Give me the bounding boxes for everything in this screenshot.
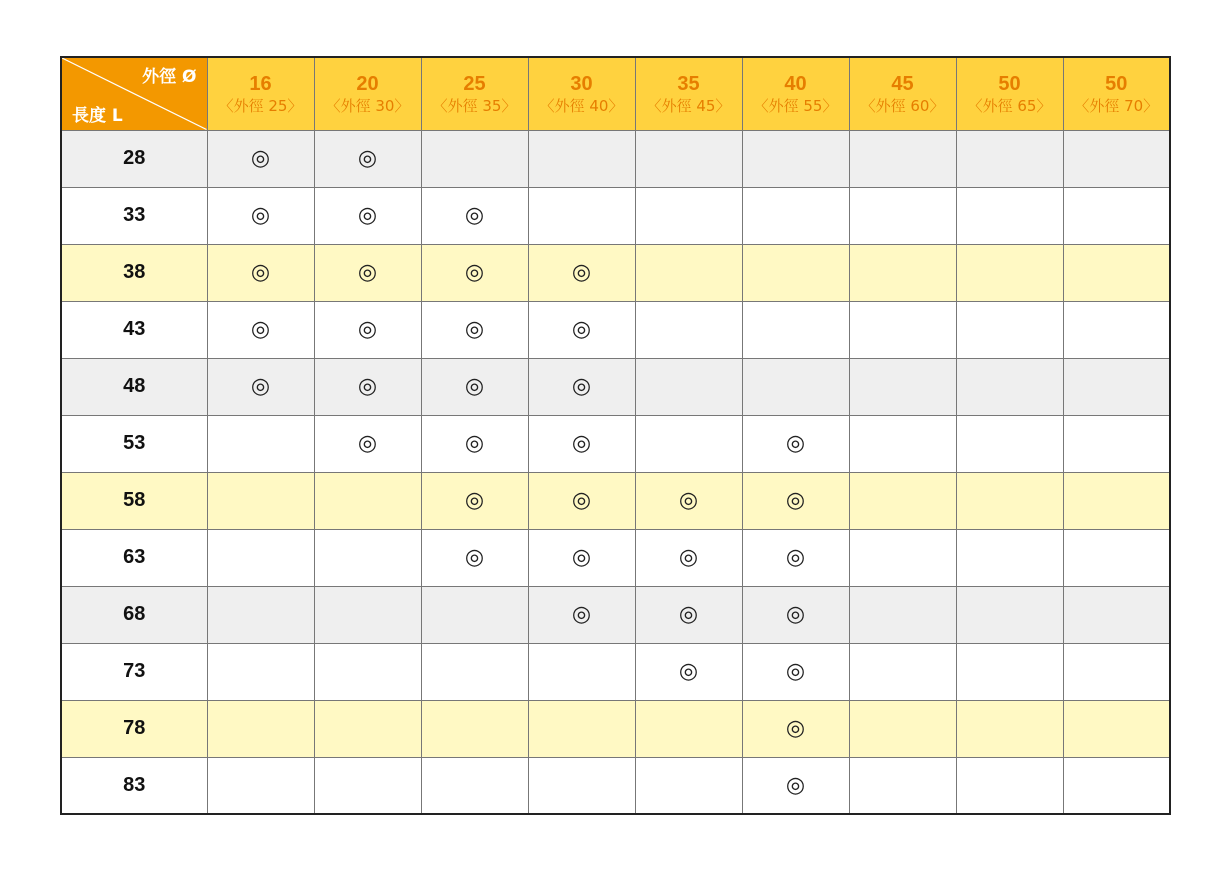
- empty-cell: [421, 700, 528, 757]
- empty-cell: [207, 757, 314, 814]
- availability-mark: ◎: [314, 415, 421, 472]
- empty-cell: [1063, 643, 1170, 700]
- size-availability-table: [60, 56, 1171, 815]
- empty-cell: [956, 187, 1063, 244]
- diameter-column-header: [421, 57, 528, 130]
- availability-mark: ◎: [314, 244, 421, 301]
- empty-cell: [849, 130, 956, 187]
- empty-cell: [314, 586, 421, 643]
- length-cell: 33: [61, 187, 207, 244]
- availability-mark: ◎: [207, 358, 314, 415]
- empty-cell: [849, 643, 956, 700]
- table-row: [61, 529, 1170, 586]
- availability-mark: ◎: [421, 529, 528, 586]
- empty-cell: [635, 187, 742, 244]
- availability-mark: ◎: [207, 187, 314, 244]
- availability-mark: ◎: [207, 244, 314, 301]
- availability-mark: ◎: [528, 529, 635, 586]
- length-cell: 68: [61, 586, 207, 643]
- size-table-container: [60, 56, 1171, 815]
- empty-cell: [1063, 700, 1170, 757]
- empty-cell: [742, 301, 849, 358]
- length-cell: 48: [61, 358, 207, 415]
- empty-cell: [421, 130, 528, 187]
- length-cell: 58: [61, 472, 207, 529]
- empty-cell: [849, 244, 956, 301]
- empty-cell: [635, 700, 742, 757]
- length-cell: 53: [61, 415, 207, 472]
- empty-cell: [635, 244, 742, 301]
- empty-cell: [742, 244, 849, 301]
- diameter-size-label: 35: [677, 72, 700, 95]
- empty-cell: [635, 415, 742, 472]
- empty-cell: [849, 472, 956, 529]
- empty-cell: [742, 130, 849, 187]
- empty-cell: [1063, 586, 1170, 643]
- table-row: [61, 757, 1170, 814]
- empty-cell: [635, 301, 742, 358]
- table-row: [61, 700, 1170, 757]
- length-cell: 38: [61, 244, 207, 301]
- availability-mark: ◎: [528, 358, 635, 415]
- empty-cell: [528, 187, 635, 244]
- table-row: [61, 358, 1170, 415]
- table-row: [61, 187, 1170, 244]
- availability-mark: ◎: [742, 700, 849, 757]
- availability-mark: ◎: [421, 301, 528, 358]
- diameter-size-label: 30: [570, 72, 593, 95]
- outer-diameter-label: 〈外徑 30〉: [325, 96, 410, 115]
- outer-diameter-label: 〈外徑 35〉: [432, 96, 517, 115]
- availability-mark: ◎: [742, 757, 849, 814]
- table-row: [61, 472, 1170, 529]
- availability-mark: ◎: [421, 358, 528, 415]
- table-row: [61, 301, 1170, 358]
- empty-cell: [1063, 358, 1170, 415]
- empty-cell: [956, 529, 1063, 586]
- diameter-size-label: 20: [356, 72, 379, 95]
- empty-cell: [742, 187, 849, 244]
- empty-cell: [956, 472, 1063, 529]
- empty-cell: [849, 700, 956, 757]
- outer-diameter-label: 〈外徑 70〉: [1074, 96, 1159, 115]
- availability-mark: ◎: [421, 415, 528, 472]
- availability-mark: ◎: [528, 301, 635, 358]
- length-cell: 43: [61, 301, 207, 358]
- empty-cell: [956, 301, 1063, 358]
- diameter-size-label: 45: [891, 72, 914, 95]
- empty-cell: [956, 700, 1063, 757]
- availability-mark: ◎: [635, 472, 742, 529]
- diameter-size-label: 40: [784, 72, 807, 95]
- diameter-column-header: [742, 57, 849, 130]
- outer-diameter-label: 〈外徑 65〉: [967, 96, 1052, 115]
- empty-cell: [528, 643, 635, 700]
- diameter-size-label: 50: [998, 72, 1021, 95]
- availability-mark: ◎: [528, 244, 635, 301]
- empty-cell: [1063, 472, 1170, 529]
- outer-diameter-label: 〈外徑 45〉: [646, 96, 731, 115]
- empty-cell: [314, 700, 421, 757]
- empty-cell: [1063, 244, 1170, 301]
- outer-diameter-label: 〈外徑 60〉: [860, 96, 945, 115]
- empty-cell: [635, 358, 742, 415]
- availability-mark: ◎: [742, 529, 849, 586]
- empty-cell: [956, 244, 1063, 301]
- availability-mark: ◎: [314, 130, 421, 187]
- table-body: [61, 130, 1170, 814]
- empty-cell: [528, 130, 635, 187]
- length-cell: 28: [61, 130, 207, 187]
- length-cell: 63: [61, 529, 207, 586]
- availability-mark: ◎: [528, 586, 635, 643]
- availability-mark: ◎: [742, 643, 849, 700]
- length-cell: 78: [61, 700, 207, 757]
- length-cell: 83: [61, 757, 207, 814]
- diameter-size-label: 50: [1105, 72, 1128, 95]
- availability-mark: ◎: [207, 130, 314, 187]
- diameter-column-header: [528, 57, 635, 130]
- availability-mark: ◎: [635, 586, 742, 643]
- empty-cell: [956, 757, 1063, 814]
- availability-mark: ◎: [421, 472, 528, 529]
- empty-cell: [635, 757, 742, 814]
- empty-cell: [849, 586, 956, 643]
- table-row: [61, 643, 1170, 700]
- empty-cell: [1063, 187, 1170, 244]
- length-cell: 73: [61, 643, 207, 700]
- empty-cell: [635, 130, 742, 187]
- empty-cell: [314, 529, 421, 586]
- length-axis-label: 長度 L: [72, 105, 123, 126]
- outer-diameter-axis-label: 外徑 Ø: [142, 67, 197, 87]
- empty-cell: [1063, 529, 1170, 586]
- empty-cell: [207, 529, 314, 586]
- empty-cell: [849, 529, 956, 586]
- availability-mark: ◎: [314, 301, 421, 358]
- table-row: [61, 415, 1170, 472]
- empty-cell: [849, 301, 956, 358]
- empty-cell: [421, 643, 528, 700]
- diameter-column-header: [849, 57, 956, 130]
- diameter-column-header: [1063, 57, 1170, 130]
- empty-cell: [207, 586, 314, 643]
- availability-mark: ◎: [314, 187, 421, 244]
- availability-mark: ◎: [528, 415, 635, 472]
- diameter-column-header: [635, 57, 742, 130]
- empty-cell: [956, 586, 1063, 643]
- diameter-column-header: [314, 57, 421, 130]
- empty-cell: [1063, 130, 1170, 187]
- empty-cell: [207, 472, 314, 529]
- empty-cell: [956, 415, 1063, 472]
- empty-cell: [1063, 757, 1170, 814]
- empty-cell: [528, 700, 635, 757]
- empty-cell: [314, 472, 421, 529]
- empty-cell: [207, 415, 314, 472]
- empty-cell: [1063, 301, 1170, 358]
- outer-diameter-label: 〈外徑 25〉: [218, 96, 303, 115]
- diameter-column-header: [956, 57, 1063, 130]
- diameter-size-label: 16: [249, 72, 272, 95]
- table-row: [61, 586, 1170, 643]
- empty-cell: [849, 358, 956, 415]
- empty-cell: [421, 757, 528, 814]
- availability-mark: ◎: [207, 301, 314, 358]
- empty-cell: [421, 586, 528, 643]
- empty-cell: [1063, 415, 1170, 472]
- table-row: [61, 130, 1170, 187]
- availability-mark: ◎: [742, 415, 849, 472]
- empty-cell: [849, 415, 956, 472]
- diameter-column-header: [207, 57, 314, 130]
- corner-header-cell: [61, 57, 207, 130]
- empty-cell: [314, 757, 421, 814]
- empty-cell: [849, 187, 956, 244]
- empty-cell: [207, 700, 314, 757]
- empty-cell: [849, 757, 956, 814]
- availability-mark: ◎: [742, 472, 849, 529]
- diameter-size-label: 25: [463, 72, 486, 95]
- empty-cell: [742, 358, 849, 415]
- availability-mark: ◎: [528, 472, 635, 529]
- availability-mark: ◎: [421, 187, 528, 244]
- availability-mark: ◎: [635, 643, 742, 700]
- empty-cell: [956, 358, 1063, 415]
- availability-mark: ◎: [742, 586, 849, 643]
- empty-cell: [956, 130, 1063, 187]
- empty-cell: [956, 643, 1063, 700]
- empty-cell: [528, 757, 635, 814]
- empty-cell: [314, 643, 421, 700]
- availability-mark: ◎: [314, 358, 421, 415]
- table-row: [61, 244, 1170, 301]
- outer-diameter-label: 〈外徑 55〉: [753, 96, 838, 115]
- outer-diameter-label: 〈外徑 40〉: [539, 96, 624, 115]
- availability-mark: ◎: [421, 244, 528, 301]
- empty-cell: [207, 643, 314, 700]
- header-row: [61, 57, 1170, 130]
- availability-mark: ◎: [635, 529, 742, 586]
